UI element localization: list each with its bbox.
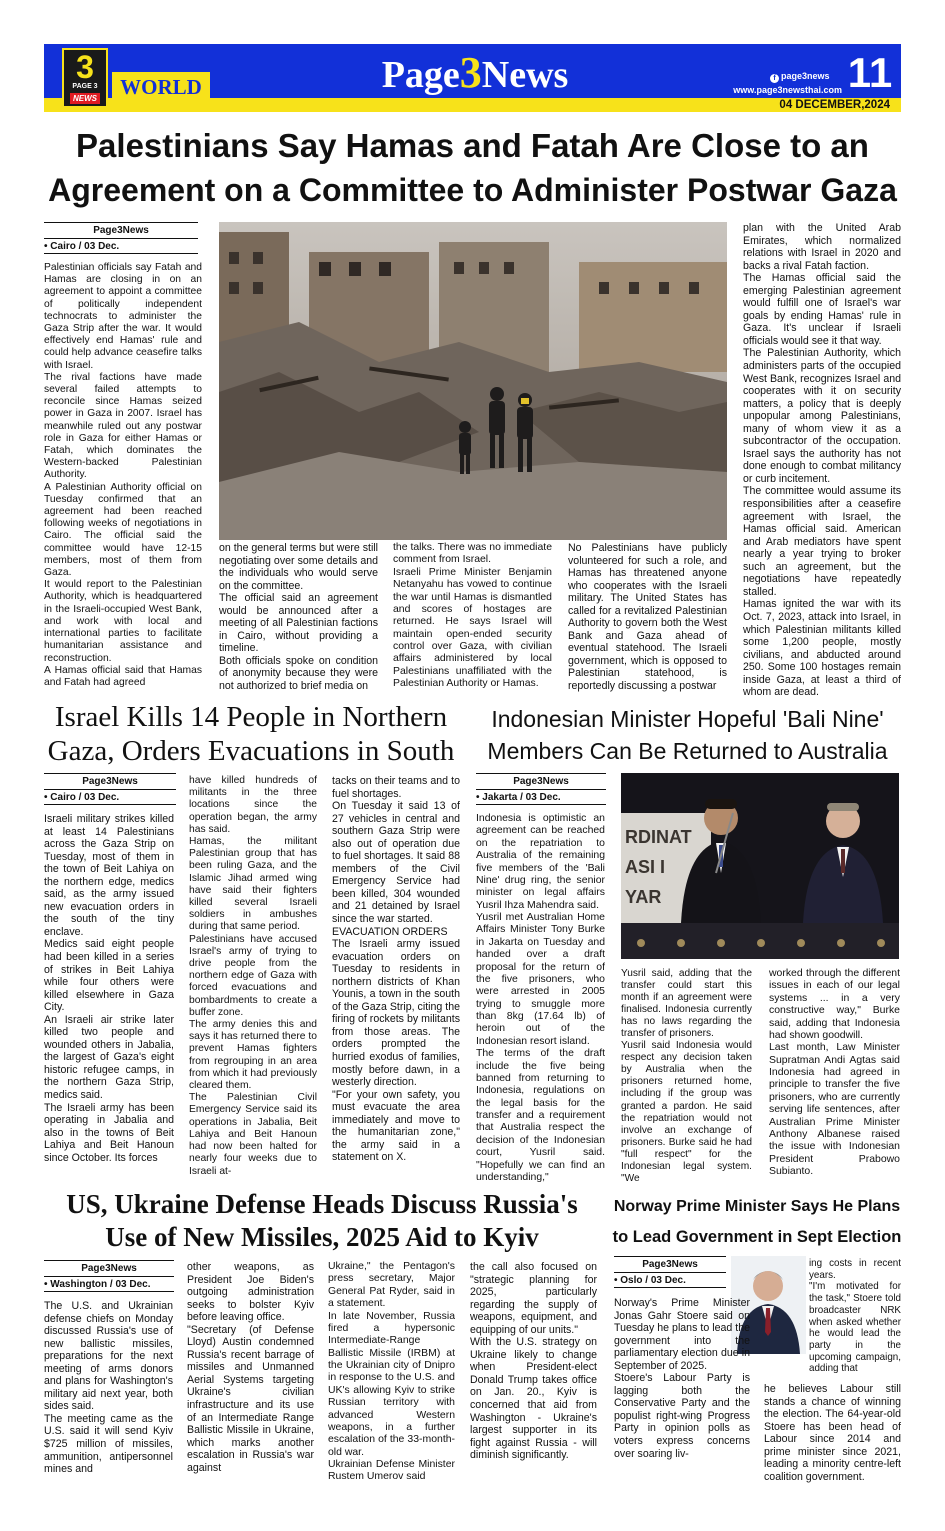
article2-column-1 (44, 813, 174, 1178)
article5-source: Page3News (642, 1259, 698, 1270)
article4-column-4 (470, 1261, 597, 1492)
article5-text-col1: Norway's Prime Minister Jonas Gahr Stoere said on Tuesday he plans to lead the government into the parliamentary election due in September of 2025. Stoere's Labour Party is lagging both the Conservative Party and the populist right-wing Progress Party in opinion polls as voters express concerns over soaring liv- (614, 1297, 750, 1460)
logo (62, 48, 108, 108)
article2-dateline (44, 773, 176, 804)
article4-dateline (44, 1260, 174, 1291)
article4-text-col1: The U.S. and Ukrainian defense chiefs on Monday discussed Russia's use of new ballistic missiles, preparations for the next meeting of arms donors and plans for Washington's military aid next year, both sides said. The meeting came as the U.S. said it will send Kyiv $725 million of missiles, ammunition, antipersonnel mines and (44, 1300, 173, 1476)
article4-headline-line1: US, Ukraine Defense Heads Discuss Russia's (66, 1189, 578, 1219)
article4-column-2 (187, 1261, 314, 1492)
article5-headline-line2: to Lead Government in Sept Election (612, 1228, 902, 1246)
article1-text-col3: the talks. There was no immediate comment from Israel. Israeli Prime Minister Benjamin Netanyahu has vowed to continue the war until Hamas is dismantled and scores of hostages are returned. He says Israel will maintain open-ended security control over Gaza, with civilian affairs administered by local Palestinians unaffiliated with the Palestinian Authority or Hamas. (393, 542, 552, 690)
article3-headline-line1: Indonesian Minister Hopeful 'Bali Nine' (491, 706, 884, 732)
article3-dateline-rule (476, 804, 606, 805)
logo-sub: PAGE 3 (72, 83, 98, 90)
article3-location-date: • Jakarta / 03 Dec. (476, 789, 606, 804)
article4-text-col3: Ukraine," the Pentagon's press secretary, Major General Pat Ryder, said in a statement. In late November, Russia fired a hypersonic Intermediate-Range Ballistic Missile (IRBM) at the Ukrainian city of Dnipro in response to the U.S. and UK's allowing Kyiv to strike Russian territory with advanced Western weapons, in a further escalation of the 33-month-old war. Ukrainian Defense Minister Rustem Umerov said (328, 1261, 455, 1483)
brand-right: News (481, 54, 569, 96)
section-label: WORLD (120, 75, 202, 99)
article4-headline-line2: Use of New Missiles, 2025 Aid to Kyiv (105, 1222, 539, 1252)
article3-column-3 (769, 968, 900, 1185)
article1-text-col4: No Palestinians have publicly volunteered for such a role, and Hamas has threatened anyone who cooperates with the Israeli military. The United States has called for a revitalized Palestinian Authority to govern both the West Bank and Gaza ahead of eventual statehood. The Israeli government, which is opposed to Palestinian statehood, is reportedly discussing a postwar (568, 542, 727, 692)
article5-text-col2-bottom: he believes Labour still stands a chance of winning the election. The 64-year-old Stoere has been head of Labour since 2014 and prime minister since 2021, leading a minority centre-left coalition government. (764, 1383, 901, 1483)
svg-text:ASI I: ASI I (625, 857, 666, 877)
article5-column-1 (614, 1297, 750, 1489)
article3-text-col1: Indonesia is optimistic an agreement can be reached on the repatriation to Australia of the remaining five members of the 'Bali Nine' drug ring, the senior minister on legal affairs Yusril Ihza Mahendra said. Yusril met Australian Home Affairs Minister Tony Burke in Jakarta on Tuesday and handed over a draft proposal for the return of the five prisoners, who were arrested in 2005 trying to smuggle more than 8kg (17.64 lb) of heroin out of the Indonesian resort island. The terms of the draft include the five being banned from returning to Indonesia, regulations on the legal basis for the transfer and a requirement that Australia respect the decision of the Indonesian court, Yusril said. "Hopefully we can find an understanding," (476, 813, 605, 1183)
article5-headline-line1: Norway Prime Minister Says He Plans (613, 1198, 901, 1215)
article2-column-2 (189, 775, 317, 1178)
article2-headline-line1: Israel Kills 14 People in Northern (54, 701, 448, 733)
page-number: 11 (847, 49, 893, 96)
article3-column-2 (621, 968, 752, 1185)
logo-tag: NEWS (70, 93, 100, 104)
brand-num: 3 (459, 48, 482, 97)
article1-headline-line1: Palestinians Say Hamas and Fatah Are Close to an (76, 127, 869, 164)
article2-dateline-rule (44, 804, 176, 805)
logo-number: 3 (76, 49, 94, 85)
article3-text-col2: Yusril said, adding that the transfer could start this month if an agreement were finalised. Indonesia currently has no laws regarding the transfer of prisoners. Yusril said Indonesia would respect any decision taken by Australia when the prisoners returned home, including if the group was granted a pardon. He said the repatriation would not involve an exchange of prisoners. Burke said he had "full respect" for the Indonesian legal system. "We (621, 968, 752, 1184)
article5-column-2-top (809, 1258, 901, 1382)
article4-dateline-rule (44, 1291, 174, 1292)
article1-text-col2: on the general terms but were still negotiating over some details and the individuals who would serve on the committee. The official said an agreement would be announced after a meeting of all Palestinian factions in Cairo, without providing a timeline. Both officials spoke on condition of anonymity because they were not authorized to brief media on (219, 542, 378, 692)
article4-location-date: • Washington / 03 Dec. (44, 1276, 174, 1291)
article4-source: Page3News (81, 1263, 137, 1274)
article5-dateline (614, 1256, 726, 1287)
article5-text-col2-top: ing costs in recent years. "I'm motivated for the task," Stoere told broadcaster NRK when asked whether he would lead the party in the upcoming campaign, adding that (809, 1258, 901, 1375)
social-handle-text: page3news (781, 71, 830, 81)
article1-column-2 (219, 542, 378, 692)
article3-dateline (476, 773, 606, 804)
article2-text-col1: Israeli military strikes killed at least 14 Palestinians across the Gaza Strip on Tuesday, most of them in the town of Beit Lahiya on the northern edge, medics said, as the army issued new evacuation orders in the south of the tiny enclave. Medics said eight people had been killed in a series of strikes in Beit Lahiya while four others were killed elsewhere in Gaza City. An Israeli air strike later killed two people and wounded others in Jabalia, the largest of Gaza's eight historic refugee camps, in the northern Gaza Strip, medics said. The Israeli army has been operating in Jabalia and also in the towns of Beit Lahiya and Beit Hanoun since October. Its forces (44, 813, 174, 1164)
article5-column-2-bottom (764, 1383, 901, 1489)
article1-dateline (44, 222, 198, 253)
article2-headline-line2: Gaza, Orders Evacuations in South (47, 735, 455, 767)
brand-left: Page (381, 54, 460, 96)
article3-photo (621, 773, 899, 959)
article1-column-1 (44, 262, 202, 690)
social-handle (770, 70, 842, 82)
article2-source: Page3News (82, 776, 138, 787)
article5-location-date: • Oslo / 03 Dec. (614, 1272, 726, 1287)
article1-location-date: • Cairo / 03 Dec. (44, 238, 198, 253)
article1-photo (219, 222, 727, 540)
article4-column-1 (44, 1300, 173, 1492)
article1-dateline-rule (44, 253, 198, 254)
facebook-icon: f (770, 74, 779, 83)
article1-column-4 (568, 542, 727, 692)
article4-column-3 (328, 1261, 455, 1492)
article2-column-3 (332, 775, 460, 1178)
brand-title (360, 50, 590, 98)
svg-text:RDINAT: RDINAT (625, 827, 692, 847)
article2-location-date: • Cairo / 03 Dec. (44, 789, 176, 804)
article3-headline-line2: Members Can Be Returned to Australia (487, 738, 888, 764)
svg-text:YAR: YAR (625, 887, 662, 907)
article1-text-col5: plan with the United Arab Emirates, which normalized relations with Israel in 2020 and backs a rival Fatah faction. The Hamas official said the emerging Palestinian agreement would fulfill one of Israel's war goals by ending Hamas' rule in Gaza. It's unclear if Israeli officials would see it that way. The Palestinian Authority, which administers parts of the occupied West Bank, recognizes Israel and cooperates with it on security matters, a policy that is deeply unpopular among Palestinians, many of whom view it as a subcontractor of the occupation. Israel says the authority has not done enough to combat militancy or curb incitement. The committee would assume its responsibilities after a ceasefire agreement with Israel, the Hamas official said. American and Arab mediators have spent nearly a year trying to broker such an agreement, but the negotiations have repeatedly stalled. Hamas ignited the war with its Oct. 7, 2023, attack into Israel, in which Palestinian militants killed some 1,200 people, mostly civilians, and abducted around 250. Some 100 hostages remain inside Gaza, at least a third of whom are dead. (743, 222, 901, 698)
article1-headline-line2: Agreement on a Committee to Administer Postwar Gaza (48, 172, 897, 208)
article1-text-col1: Palestinian officials say Fatah and Hamas are closing in on an agreement to appoint a committee of politically independent technocrats to administer the Gaza Strip after the war. It would effectively end Hamas' rule and could help advance ceasefire talks with Israel. The rival factions have made several failed attempts to reconcile since Hamas seized power in Gaza in 2007. Israel has meanwhile ruled out any postwar role in Gaza for either Hamas or Fatah, which dominates the Western-backed Palestinian Authority. A Palestinian Authority official on Tuesday confirmed that an agreement had been reached following weeks of negotiations in Cairo. The official said the committee would have 12-15 members, most of them from Gaza. It would report to the Palestinian Authority, which is headquartered in the Israeli-occupied West Bank, and work with local and international parties to facilitate humanitarian assistance and reconstruction. A Hamas official said that Hamas and Fatah had agreed (44, 262, 202, 688)
press-conference-image (621, 773, 899, 959)
article1-source: Page3News (93, 225, 149, 236)
article5-dateline-rule (614, 1287, 726, 1288)
article3-text-col3: worked through the different issues in each of our legal systems ... in a very constructive way," Burke said, adding that Indonesia had shown goodwill. Last month, Law Minister Supratman Andi Agtas said Indonesia had agreed in principle to transfer the five prisoners, who are currently serving life sentences, after Australian Prime Minister Anthony Albanese raised the issue with Indonesian President Prabowo Subianto. (769, 968, 900, 1177)
website: www.page3newsthai.com (733, 85, 842, 95)
gaza-rubble-image (219, 222, 727, 540)
article1-column-5 (743, 222, 901, 698)
article4-text-col4: the call also focused on "strategic planning for 2025, particularly regarding the supply of weapons, equipment, and equipping of our units." With the U.S. strategy on Ukraine likely to change when President-elect Donald Trump takes office on Jan. 20., Kyiv is concerned that aid from Washington - Ukraine's largest supporter in its fight against Russia - will diminish significantly. (470, 1261, 597, 1462)
issue-date: 04 DECEMBER,2024 (779, 99, 890, 111)
article4-text-col2: other weapons, as President Joe Biden's outgoing administration seeks to bolster Kyiv before leaving office. "Secretary (of Defense Lloyd) Austin condemned Russia's recent barrage of missiles and Unmanned Aerial Systems targeting Ukraine's civilian infrastructure and its use of an Intermediate Range Ballistic Missile in Ukraine, which marks another escalation in Russia's war against (187, 1261, 314, 1474)
article1-column-3 (393, 542, 552, 692)
article2-text-col2: have killed hundreds of militants in the three locations since the operation began, the army has said. Hamas, the militant Palestinian group that has been ruling Gaza, and the Islamic Jihad armed wing have said their fighters killed several Israeli soldiers in ambushes during that same period. Palestinians have accused Israel's army of trying to drive people from the northern edge of Gaza with forced evacuations and bombardments to create a buffer zone. The army denies this and says it has returned there to prevent Hamas fighters from regrouping in an area from which it had previously cleared them. The Palestinian Civil Emergency Service said its operations in Jabalia, Beit Lahiya and Beit Hanoun had now been halted for nearly four weeks due to Israeli at- (189, 775, 317, 1177)
article3-source: Page3News (513, 776, 569, 787)
article3-column-1 (476, 813, 605, 1185)
article2-text-col3: tacks on their teams and to fuel shortages. On Tuesday it said 13 of 27 vehicles in central and southern Gaza Strip were also out of operation due to fuel shortages. It said 88 members of the Civil Emergency Service had been killed, 304 wounded and 21 detained by Israel since the war started. EVACUATION ORDERS The Israeli army issued evacuation orders on Tuesday to residents in northern districts of Khan Younis, a town in the south of the Gaza Strip, citing the firing of rockets by militants from those areas. The orders prompted the hurried exodus of families, mostly before dawn, in a westerly direction. "For your own safety, you must evacuate the area immediately and move to the humanitarian zone," the army said in a statement on X. (332, 775, 460, 1164)
